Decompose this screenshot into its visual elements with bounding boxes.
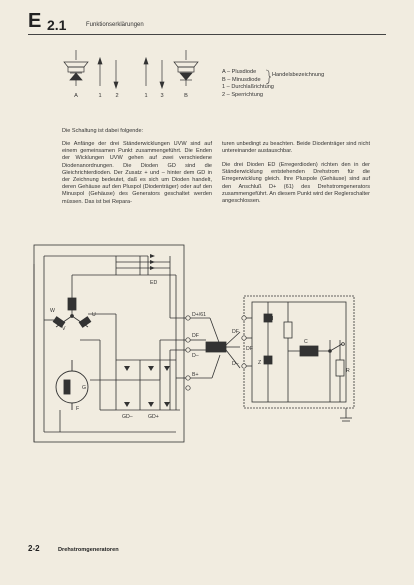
label-z: Z xyxy=(258,360,262,366)
label-u: U xyxy=(92,312,96,318)
label-d-minus-generator: D– xyxy=(192,353,199,359)
diode-label-b: B xyxy=(184,93,188,99)
body-column-2-paragraph-2: Die drei Dioden ED (Erregerdioden) richten den in der Ständerwicklung entstehenden Drehstrom für die Erregerwicklung gleich. Ihre Pluspole (Gehäuse) sind auf den Anschluß D+ (61) des Drehstromgenerators zusammengeführt. An diesem Punkt wird der Reglerschalter angeschlossen. xyxy=(222,162,370,205)
arrow-label-2: 2 xyxy=(115,93,119,99)
page-heading: Funktionserklärungen xyxy=(86,22,144,28)
regulator-frame xyxy=(244,296,354,421)
label-c: C xyxy=(304,339,308,345)
section-number-minor: 2.1 xyxy=(47,17,67,33)
label-r: R xyxy=(346,368,350,374)
legend-item-forward: 1 – Durchlaßrichtung xyxy=(222,84,274,91)
label-d-minus-regulator: D– xyxy=(232,361,239,367)
rectifier-diodes xyxy=(124,366,170,407)
diode-label-a: A xyxy=(74,93,78,99)
wiring-harness xyxy=(190,318,240,378)
body-column-1: Die Anfänge der drei Ständerwicklungen UVW sind auf einem gemeinsamen Punkt zusammengeführt. Die Enden der Wicklungen UVW gehen auf zwei verschiedene Diodenanordnungen. Die Dioden GD sind die Gleichrichterdioden. Der Zusatz + und – hinter dem GD in der Zeichnung bedeutet, daß es sich um Dioden handelt, deren Gehäuse auf den Pluspol (Diodenträger) oder auf den Minuspol (Gehäuse) des Generators geschaltet werden müssen. Das ist bei Repara- xyxy=(62,141,212,205)
generator-housing-frame xyxy=(34,245,184,442)
label-df-regulator: DF xyxy=(246,346,253,352)
label-b-plus: B+ xyxy=(192,372,199,378)
generator-terminals xyxy=(186,316,190,390)
arrow-label-3: 3 xyxy=(160,93,164,99)
footer-chapter-title: Drehstromgeneratoren xyxy=(58,547,119,553)
label-df-harness: DF xyxy=(232,329,239,335)
legend-item-reverse: 2 – Sperrichtung xyxy=(222,91,264,98)
label-ed: ED xyxy=(150,280,158,286)
arrow-label-1b: 1 xyxy=(144,93,148,99)
legend-item-minus-diode: B – Minusdiode xyxy=(222,76,261,83)
legend-item-plus-diode: A – Plusdiode xyxy=(222,69,257,75)
label-f: F xyxy=(76,406,80,412)
stator-winding-star xyxy=(53,296,91,327)
intro-text: Die Schaltung ist dabei folgende: xyxy=(62,128,144,134)
label-gd-minus: GD– xyxy=(122,414,133,420)
label-i: I xyxy=(272,316,274,322)
label-w: W xyxy=(50,308,55,314)
page-number: 2-2 xyxy=(28,544,40,553)
label-g: G xyxy=(82,385,87,391)
label-df-generator: DF xyxy=(192,333,199,339)
body-column-2-paragraph-1: turen unbedingt zu beachten. Beide Diodenträger sind nicht untereinander austauschbar. xyxy=(222,141,370,155)
legend-brace-label: Handelsbezeichnung xyxy=(272,72,325,78)
arrow-label-1a: 1 xyxy=(98,93,102,99)
section-number-major: E xyxy=(28,10,41,32)
label-d-plus-61: D+/61 xyxy=(192,312,206,318)
label-v: V xyxy=(62,326,66,332)
label-gd-plus: GD+ xyxy=(148,414,159,420)
